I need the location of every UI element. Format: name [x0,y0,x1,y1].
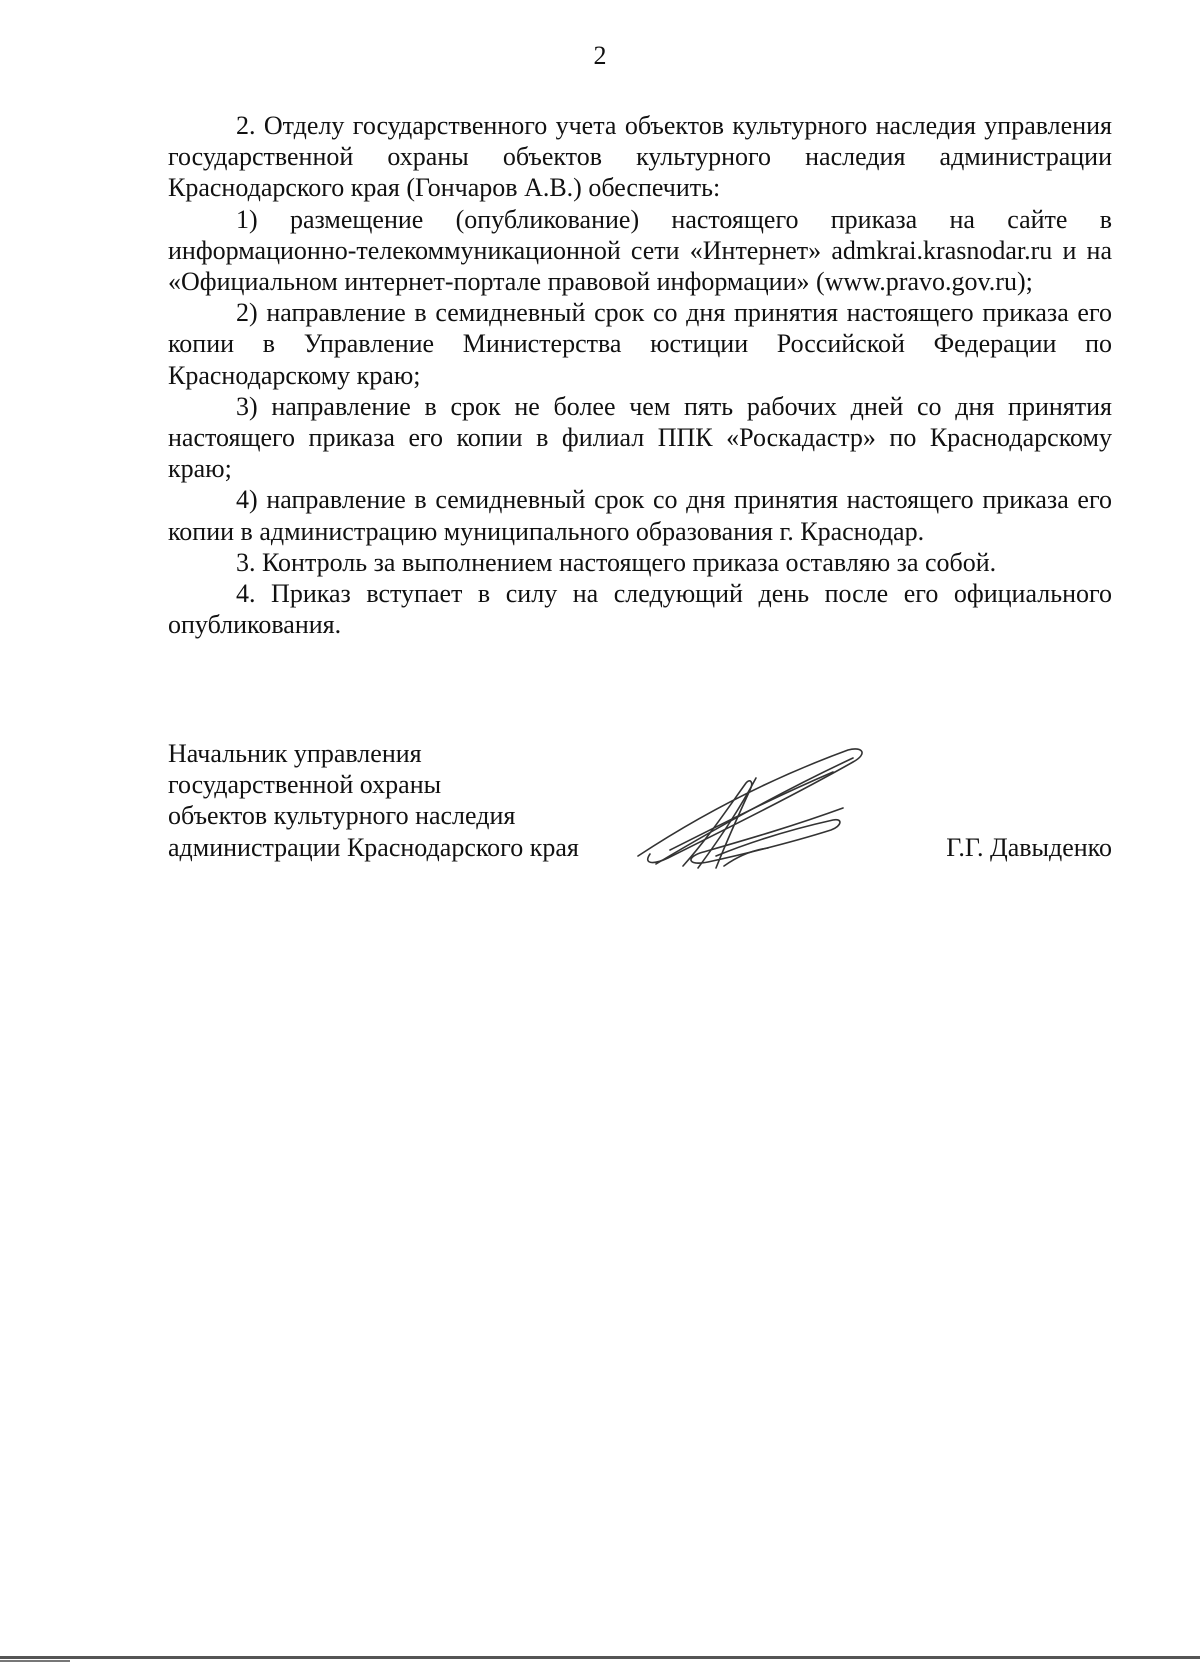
signer-position-line: администрации Краснодарского края [168,832,579,862]
signature-block [168,738,1112,898]
handwritten-signature [628,738,878,888]
paragraph-2-1: 1) размещение (опубликование) настоящего приказа на сайте в информационно-телекоммуникационной сети «Интернет» admkrai.krasnodar.ru и на «Официальном интернет-портале правовой информации» (www.pravo.gov.ru); [168,204,1112,297]
signer-position-line: государственной охраны [168,770,442,800]
paragraph-3: 3. Контроль за выполнением настоящего приказа оставляю за собой. [236,547,997,577]
page-number: 2 [593,41,607,70]
paragraph-4: 4. Приказ вступает в силу на следующий день после его официального опубликования. [168,579,1112,640]
paragraph-2-2: 2) направление в семидневный срок со дня принятия настоящего приказа его копии в Управление Министерства юстиции Российской Федерации по Краснодарскому краю; [168,298,1112,390]
paragraph-2-4: 4) направление в семидневный срок со дня принятия настоящего приказа его копии в администрацию муниципального образования г. Краснодар. [168,485,1112,546]
bottom-border-line [0,1656,1200,1659]
document-body [168,110,1112,640]
paragraph-2-3: 3) направление в срок не более чем пять рабочих дней со дня принятия настоящего приказа его копии в филиал ППК «Роскадастр» по Краснодарскому краю; [168,391,1112,484]
signer-position [168,738,579,863]
signer-name: Г.Г. Давыденко [946,832,1112,862]
signer-position-line: Начальник управления [168,739,422,768]
bottom-border-line-fragment [0,1660,70,1662]
paragraph-2: 2. Отделу государственного учета объектов культурного наследия управления государственной охраны объектов культурного наследия администрации Краснодарского края (Гончаров А.В.) обеспечить: [168,111,1112,203]
signer-position-line: объектов культурного наследия [168,801,516,831]
